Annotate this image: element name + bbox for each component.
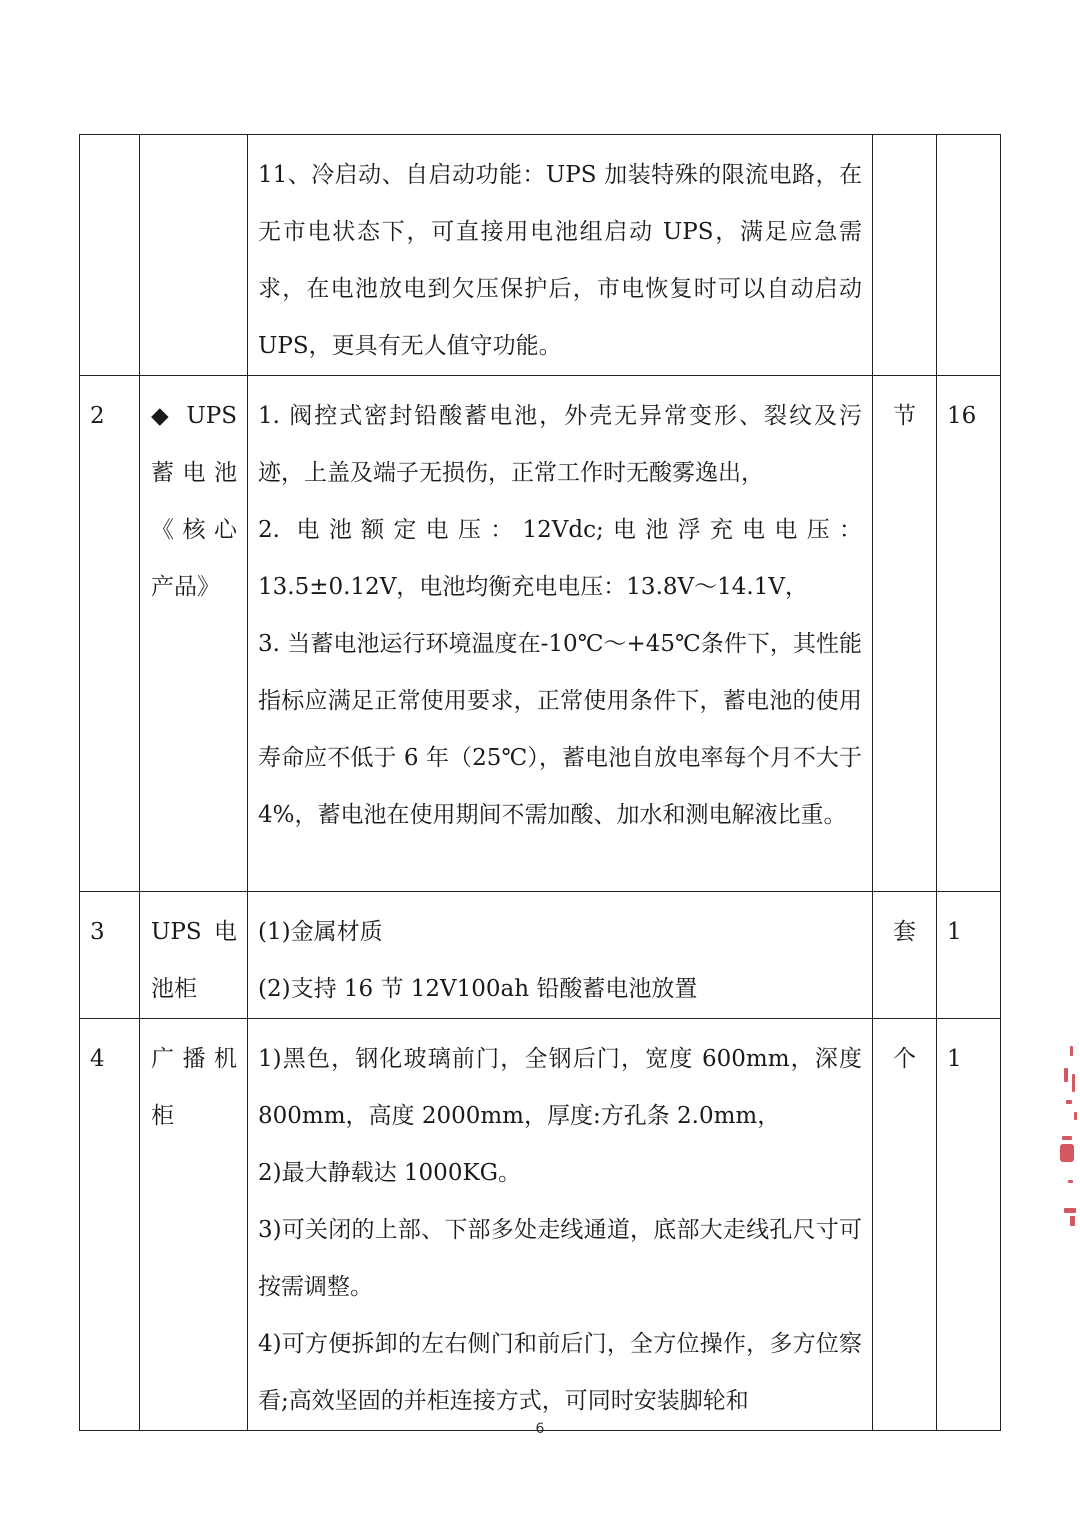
table-row — [80, 892, 1001, 1019]
description-line: (2)支持 16 节 12V100ah 铅酸蓄电池放置 — [258, 976, 698, 1002]
item-quantity — [937, 135, 1001, 376]
description-line: 3. 当蓄电池运行环境温度在-10℃～+45℃条件下，其性能指标应满足正常使用要求，正常使用条件下，蓄电池的使用寿命应不低于 6 年（25℃），蓄电池自放电率每个月不大于 4%，蓄电池在使用期间不需加酸、加水和测电解液比重。 — [258, 631, 862, 828]
item-unit: 套 — [873, 892, 937, 1019]
item-number: 2 — [80, 376, 140, 892]
seal-fragment-icon — [1056, 1040, 1080, 1240]
description-line: 2. 电池额定电压：12Vdc;电池浮充电电压：13.5±0.12V，电池均衡充电电压：13.8V～14.1V， — [258, 517, 862, 600]
description-line: 1. 阀控式密封铅酸蓄电池，外壳无异常变形、裂纹及污迹，上盖及端子无损伤，正常工作时无酸雾逸出， — [258, 403, 862, 486]
description-line: 3)可关闭的上部、下部多处走线通道，底部大走线孔尺寸可按需调整。 — [258, 1217, 862, 1300]
item-name: ◆ UPS 蓄电池《核心产品》 — [140, 376, 248, 892]
description-line: 1)黑色，钢化玻璃前门，全钢后门，宽度 600mm，深度 800mm，高度 2000mm，厚度:方孔条 2.0mm， — [258, 1046, 862, 1129]
item-description — [248, 892, 873, 1019]
table-row — [80, 135, 1001, 376]
item-number: 3 — [80, 892, 140, 1019]
item-name — [140, 135, 248, 376]
item-unit — [873, 135, 937, 376]
description-line: (1)金属材质 — [258, 919, 383, 945]
item-unit: 个 — [873, 1019, 937, 1431]
item-number — [80, 135, 140, 376]
item-description — [248, 1019, 873, 1431]
item-quantity: 16 — [937, 376, 1001, 892]
description-line: 11、冷启动、自启动功能：UPS 加装特殊的限流电路，在无市电状态下，可直接用电池组启动 UPS，满足应急需求，在电池放电到欠压保护后，市电恢复时可以自动启动 UPS，更具有无人值守功能。 — [258, 162, 862, 359]
item-quantity: 1 — [937, 1019, 1001, 1431]
spec-table — [79, 134, 1001, 1431]
item-quantity: 1 — [937, 892, 1001, 1019]
item-name: 广播机柜 — [140, 1019, 248, 1431]
table-row — [80, 1019, 1001, 1431]
item-description — [248, 376, 873, 892]
item-unit: 节 — [873, 376, 937, 892]
description-line: 4)可方便拆卸的左右侧门和前后门，全方位操作，多方位察看;高效坚固的并柜连接方式，可同时安装脚轮和 — [258, 1331, 862, 1414]
item-name: UPS 电池柜 — [140, 892, 248, 1019]
item-number: 4 — [80, 1019, 140, 1431]
description-line: 2)最大静载达 1000KG。 — [258, 1160, 522, 1186]
table-row — [80, 376, 1001, 892]
item-description — [248, 135, 873, 376]
page-number: 6 — [535, 1421, 545, 1437]
